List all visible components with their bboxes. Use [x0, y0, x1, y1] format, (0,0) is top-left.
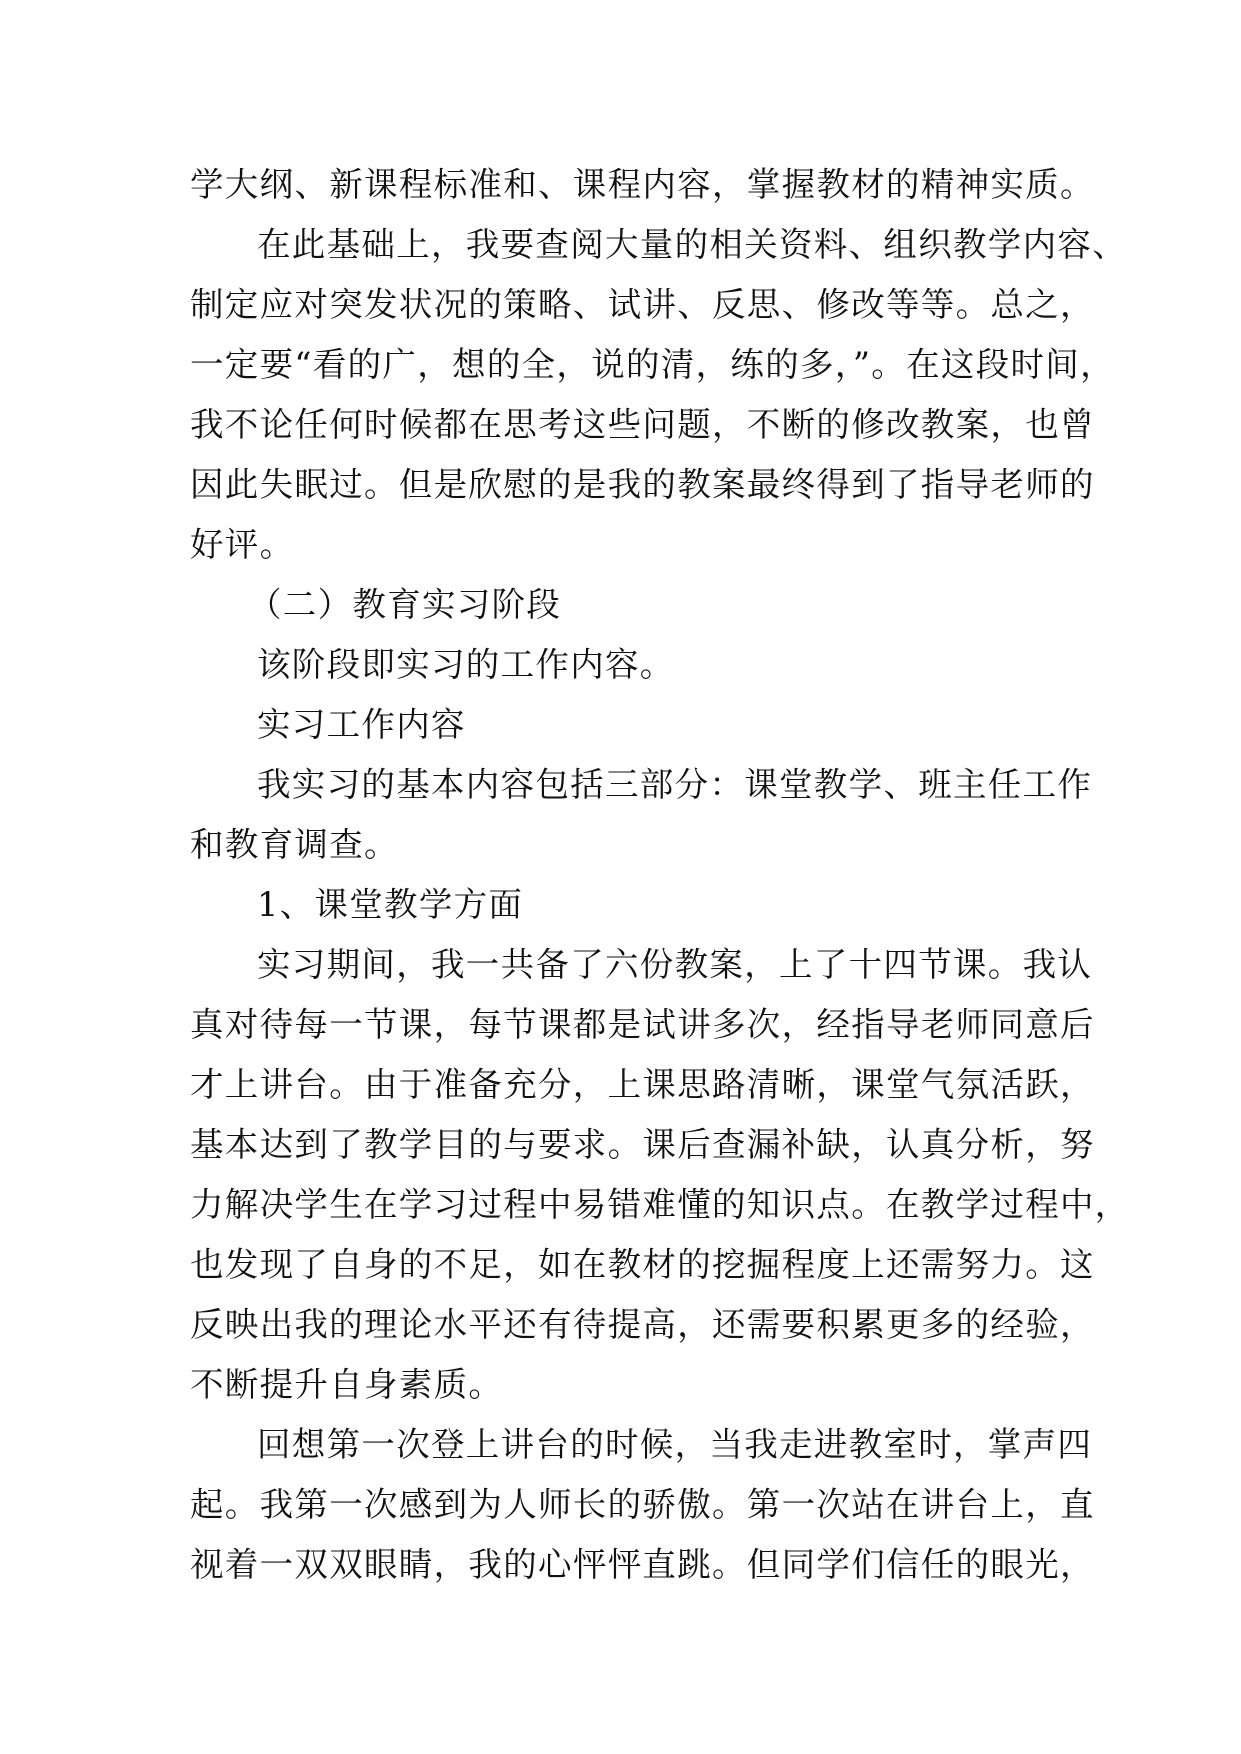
text-line: 真对待每一节课，每节课都是试讲多次，经指导老师同意后	[190, 1005, 1095, 1044]
text-line: 制定应对突发状况的策略、试讲、反思、修改等等。总之，	[190, 285, 1095, 324]
text-line: 我不论任何时候都在思考这些问题，不断的修改教案，也曾	[190, 405, 1095, 444]
text-line: 实习期间，我一共备了六份教案，上了十四节课。我认	[257, 945, 1093, 984]
text-line: 在此基础上，我要查阅大量的相关资料、组织教学内容、	[257, 225, 1127, 264]
text-line: 也发现了自身的不足，如在教材的挖掘程度上还需努力。这	[190, 1245, 1095, 1284]
text-line: 该阶段即实习的工作内容。	[257, 645, 675, 684]
text-line: 不断提升自身素质。	[190, 1365, 504, 1404]
text-line: 和教育调查。	[190, 825, 399, 864]
text-line: 起。我第一次感到为人师长的骄傲。第一次站在讲台上，直	[190, 1485, 1095, 1524]
text-line: 我实习的基本内容包括三部分：课堂教学、班主任工作	[257, 765, 1093, 804]
section-heading: （二）教育实习阶段	[248, 585, 562, 624]
text-line: 反映出我的理论水平还有待提高，还需要积累更多的经验，	[190, 1305, 1095, 1344]
text-line: 力解决学生在学习过程中易错难懂的知识点。在教学过程中，	[190, 1185, 1130, 1224]
subheading: 实习工作内容	[257, 705, 466, 744]
text-line: 因此失眠过。但是欣慰的是我的教案最终得到了指导老师的	[190, 465, 1095, 504]
text-line: 学大纲、新课程标准和、课程内容，掌握教材的精神实质。	[190, 165, 1095, 204]
text-line: 视着一双双眼睛，我的心怦怦直跳。但同学们信任的眼光，	[190, 1545, 1095, 1584]
text-line: 才上讲台。由于准备充分，上课思路清晰，课堂气氛活跃，	[190, 1065, 1095, 1104]
text-line: 基本达到了教学目的与要求。课后查漏补缺，认真分析，努	[190, 1125, 1095, 1164]
subheading: 1、课堂教学方面	[257, 885, 524, 924]
text-line: 回想第一次登上讲台的时候，当我走进教室时，掌声四	[257, 1425, 1093, 1464]
text-line: 一定要“看的广，想的全，说的清，练的多，”。在这段时间，	[190, 345, 1115, 384]
text-line: 好评。	[190, 525, 295, 564]
